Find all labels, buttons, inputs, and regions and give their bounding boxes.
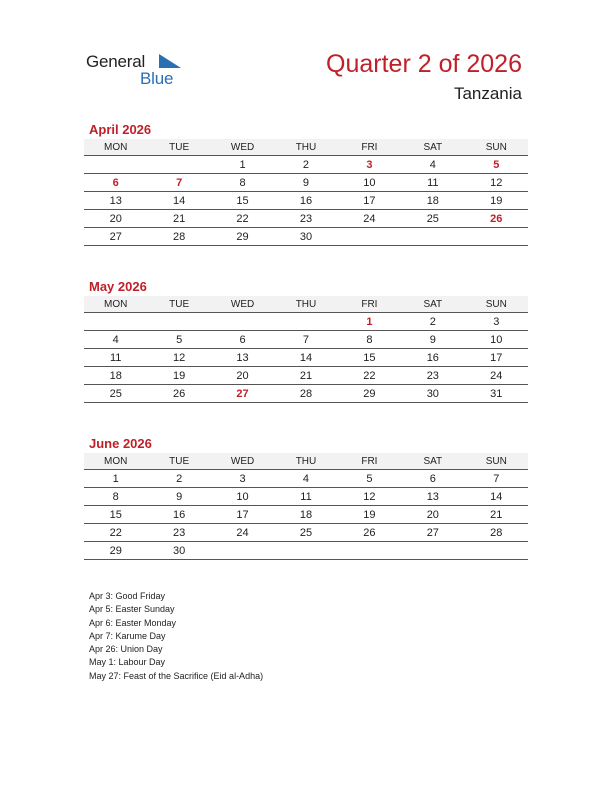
country-name: Tanzania [453,84,522,103]
day-cell: 30 [274,228,337,246]
weekday-header: MON [84,453,147,470]
day-cell: 21 [147,210,210,228]
week-row [84,331,528,349]
day-cell: 14 [147,192,210,210]
day-cell: 1 [84,470,147,488]
week-row [84,349,528,367]
holiday-note: Apr 5: Easter Sunday [89,604,175,615]
empty-cell [401,228,464,246]
day-cell: 20 [84,210,147,228]
weekday-header: WED [211,139,274,156]
month-april [84,122,528,246]
day-cell: 22 [338,367,401,385]
day-cell: 6 [84,174,147,192]
empty-cell [465,228,528,246]
day-cell: 17 [211,506,274,524]
day-cell: 15 [84,506,147,524]
weekday-header: SUN [465,453,528,470]
day-cell: 25 [84,385,147,403]
weekday-header: WED [211,296,274,313]
calendar-grid [84,296,528,403]
week-row [84,488,528,506]
day-cell: 13 [401,488,464,506]
day-cell: 7 [147,174,210,192]
day-cell: 29 [84,542,147,560]
day-cell: 27 [401,524,464,542]
empty-cell [84,313,147,331]
day-cell: 21 [274,367,337,385]
calendar-grid [84,139,528,246]
day-cell: 18 [84,367,147,385]
day-cell: 5 [147,331,210,349]
day-cell: 24 [211,524,274,542]
day-cell: 20 [211,367,274,385]
day-cell: 17 [338,192,401,210]
day-cell: 26 [465,210,528,228]
day-cell: 9 [401,331,464,349]
weekday-header: MON [84,296,147,313]
day-cell: 11 [84,349,147,367]
week-row [84,506,528,524]
day-cell: 30 [147,542,210,560]
empty-cell [274,542,337,560]
weekday-header: SAT [401,296,464,313]
day-cell: 29 [211,228,274,246]
month-may [84,279,528,403]
weekday-header: TUE [147,453,210,470]
day-cell: 8 [84,488,147,506]
day-cell: 19 [338,506,401,524]
day-cell: 26 [338,524,401,542]
weekday-header-row [84,139,528,156]
day-cell: 3 [465,313,528,331]
day-cell: 18 [274,506,337,524]
weekday-header: SAT [401,453,464,470]
day-cell: 23 [147,524,210,542]
day-cell: 1 [338,313,401,331]
day-cell: 19 [465,192,528,210]
logo-word-general: General [86,52,146,71]
day-cell: 27 [211,385,274,403]
weekday-header: THU [274,139,337,156]
day-cell: 13 [84,192,147,210]
day-cell: 28 [147,228,210,246]
weekday-header: FRI [338,296,401,313]
weekday-header: TUE [147,139,210,156]
day-cell: 30 [401,385,464,403]
holiday-note: May 1: Labour Day [89,657,166,668]
weekday-header-row [84,296,528,313]
day-cell: 2 [147,470,210,488]
day-cell: 14 [465,488,528,506]
day-cell: 4 [84,331,147,349]
day-cell: 10 [211,488,274,506]
day-cell: 18 [401,192,464,210]
day-cell: 11 [401,174,464,192]
week-row [84,313,528,331]
holiday-notes [89,590,263,683]
week-row [84,542,528,560]
week-row [84,385,528,403]
day-cell: 20 [401,506,464,524]
month-title: June 2026 [89,436,152,451]
week-row [84,367,528,385]
weekday-header: THU [274,296,337,313]
day-cell: 6 [211,331,274,349]
weekday-header: FRI [338,453,401,470]
day-cell: 8 [338,331,401,349]
weekday-header: FRI [338,139,401,156]
holiday-note: Apr 6: Easter Monday [89,617,177,628]
day-cell: 23 [274,210,337,228]
day-cell: 9 [274,174,337,192]
month-title: April 2026 [89,122,152,137]
day-cell: 12 [338,488,401,506]
day-cell: 22 [211,210,274,228]
holiday-note: Apr 26: Union Day [89,644,163,655]
empty-cell [338,542,401,560]
day-cell: 27 [84,228,147,246]
weekday-header-row [84,453,528,470]
day-cell: 12 [147,349,210,367]
day-cell: 14 [274,349,337,367]
week-row [84,524,528,542]
day-cell: 9 [147,488,210,506]
day-cell: 21 [465,506,528,524]
day-cell: 2 [274,156,337,174]
day-cell: 29 [338,385,401,403]
weekday-header: MON [84,139,147,156]
holiday-note: Apr 7: Karume Day [89,630,166,641]
day-cell: 5 [465,156,528,174]
day-cell: 25 [274,524,337,542]
empty-cell [84,156,147,174]
week-row [84,192,528,210]
day-cell: 3 [338,156,401,174]
empty-cell [147,156,210,174]
day-cell: 1 [211,156,274,174]
day-cell: 24 [338,210,401,228]
day-cell: 26 [147,385,210,403]
day-cell: 10 [338,174,401,192]
week-row [84,228,528,246]
day-cell: 15 [338,349,401,367]
day-cell: 11 [274,488,337,506]
day-cell: 28 [274,385,337,403]
week-row [84,470,528,488]
weekday-header: THU [274,453,337,470]
day-cell: 2 [401,313,464,331]
day-cell: 28 [465,524,528,542]
day-cell: 7 [465,470,528,488]
empty-cell [211,542,274,560]
day-cell: 4 [274,470,337,488]
day-cell: 22 [84,524,147,542]
day-cell: 19 [147,367,210,385]
weekday-header: SUN [465,296,528,313]
week-row [84,156,528,174]
day-cell: 7 [274,331,337,349]
triangle-icon [159,54,181,68]
day-cell: 16 [274,192,337,210]
day-cell: 12 [465,174,528,192]
logo-word-blue: Blue [140,69,174,88]
day-cell: 13 [211,349,274,367]
empty-cell [465,542,528,560]
empty-cell [401,542,464,560]
day-cell: 23 [401,367,464,385]
holiday-note: Apr 3: Good Friday [89,591,166,601]
day-cell: 31 [465,385,528,403]
day-cell: 17 [465,349,528,367]
page-title: Quarter 2 of 2026 [326,50,522,78]
day-cell: 16 [147,506,210,524]
empty-cell [338,228,401,246]
week-row [84,210,528,228]
day-cell: 10 [465,331,528,349]
week-row [84,174,528,192]
month-june [84,436,528,560]
weekday-header: SAT [401,139,464,156]
logo [86,52,196,92]
calendar-grid [84,453,528,560]
weekday-header: TUE [147,296,210,313]
weekday-header: WED [211,453,274,470]
month-title: May 2026 [89,279,147,294]
day-cell: 3 [211,470,274,488]
day-cell: 16 [401,349,464,367]
day-cell: 6 [401,470,464,488]
day-cell: 24 [465,367,528,385]
day-cell: 15 [211,192,274,210]
day-cell: 8 [211,174,274,192]
empty-cell [147,313,210,331]
weekday-header: SUN [465,139,528,156]
empty-cell [211,313,274,331]
day-cell: 25 [401,210,464,228]
day-cell: 5 [338,470,401,488]
empty-cell [274,313,337,331]
holiday-note: May 27: Feast of the Sacrifice (Eid al-Adha) [89,670,264,681]
day-cell: 4 [401,156,464,174]
